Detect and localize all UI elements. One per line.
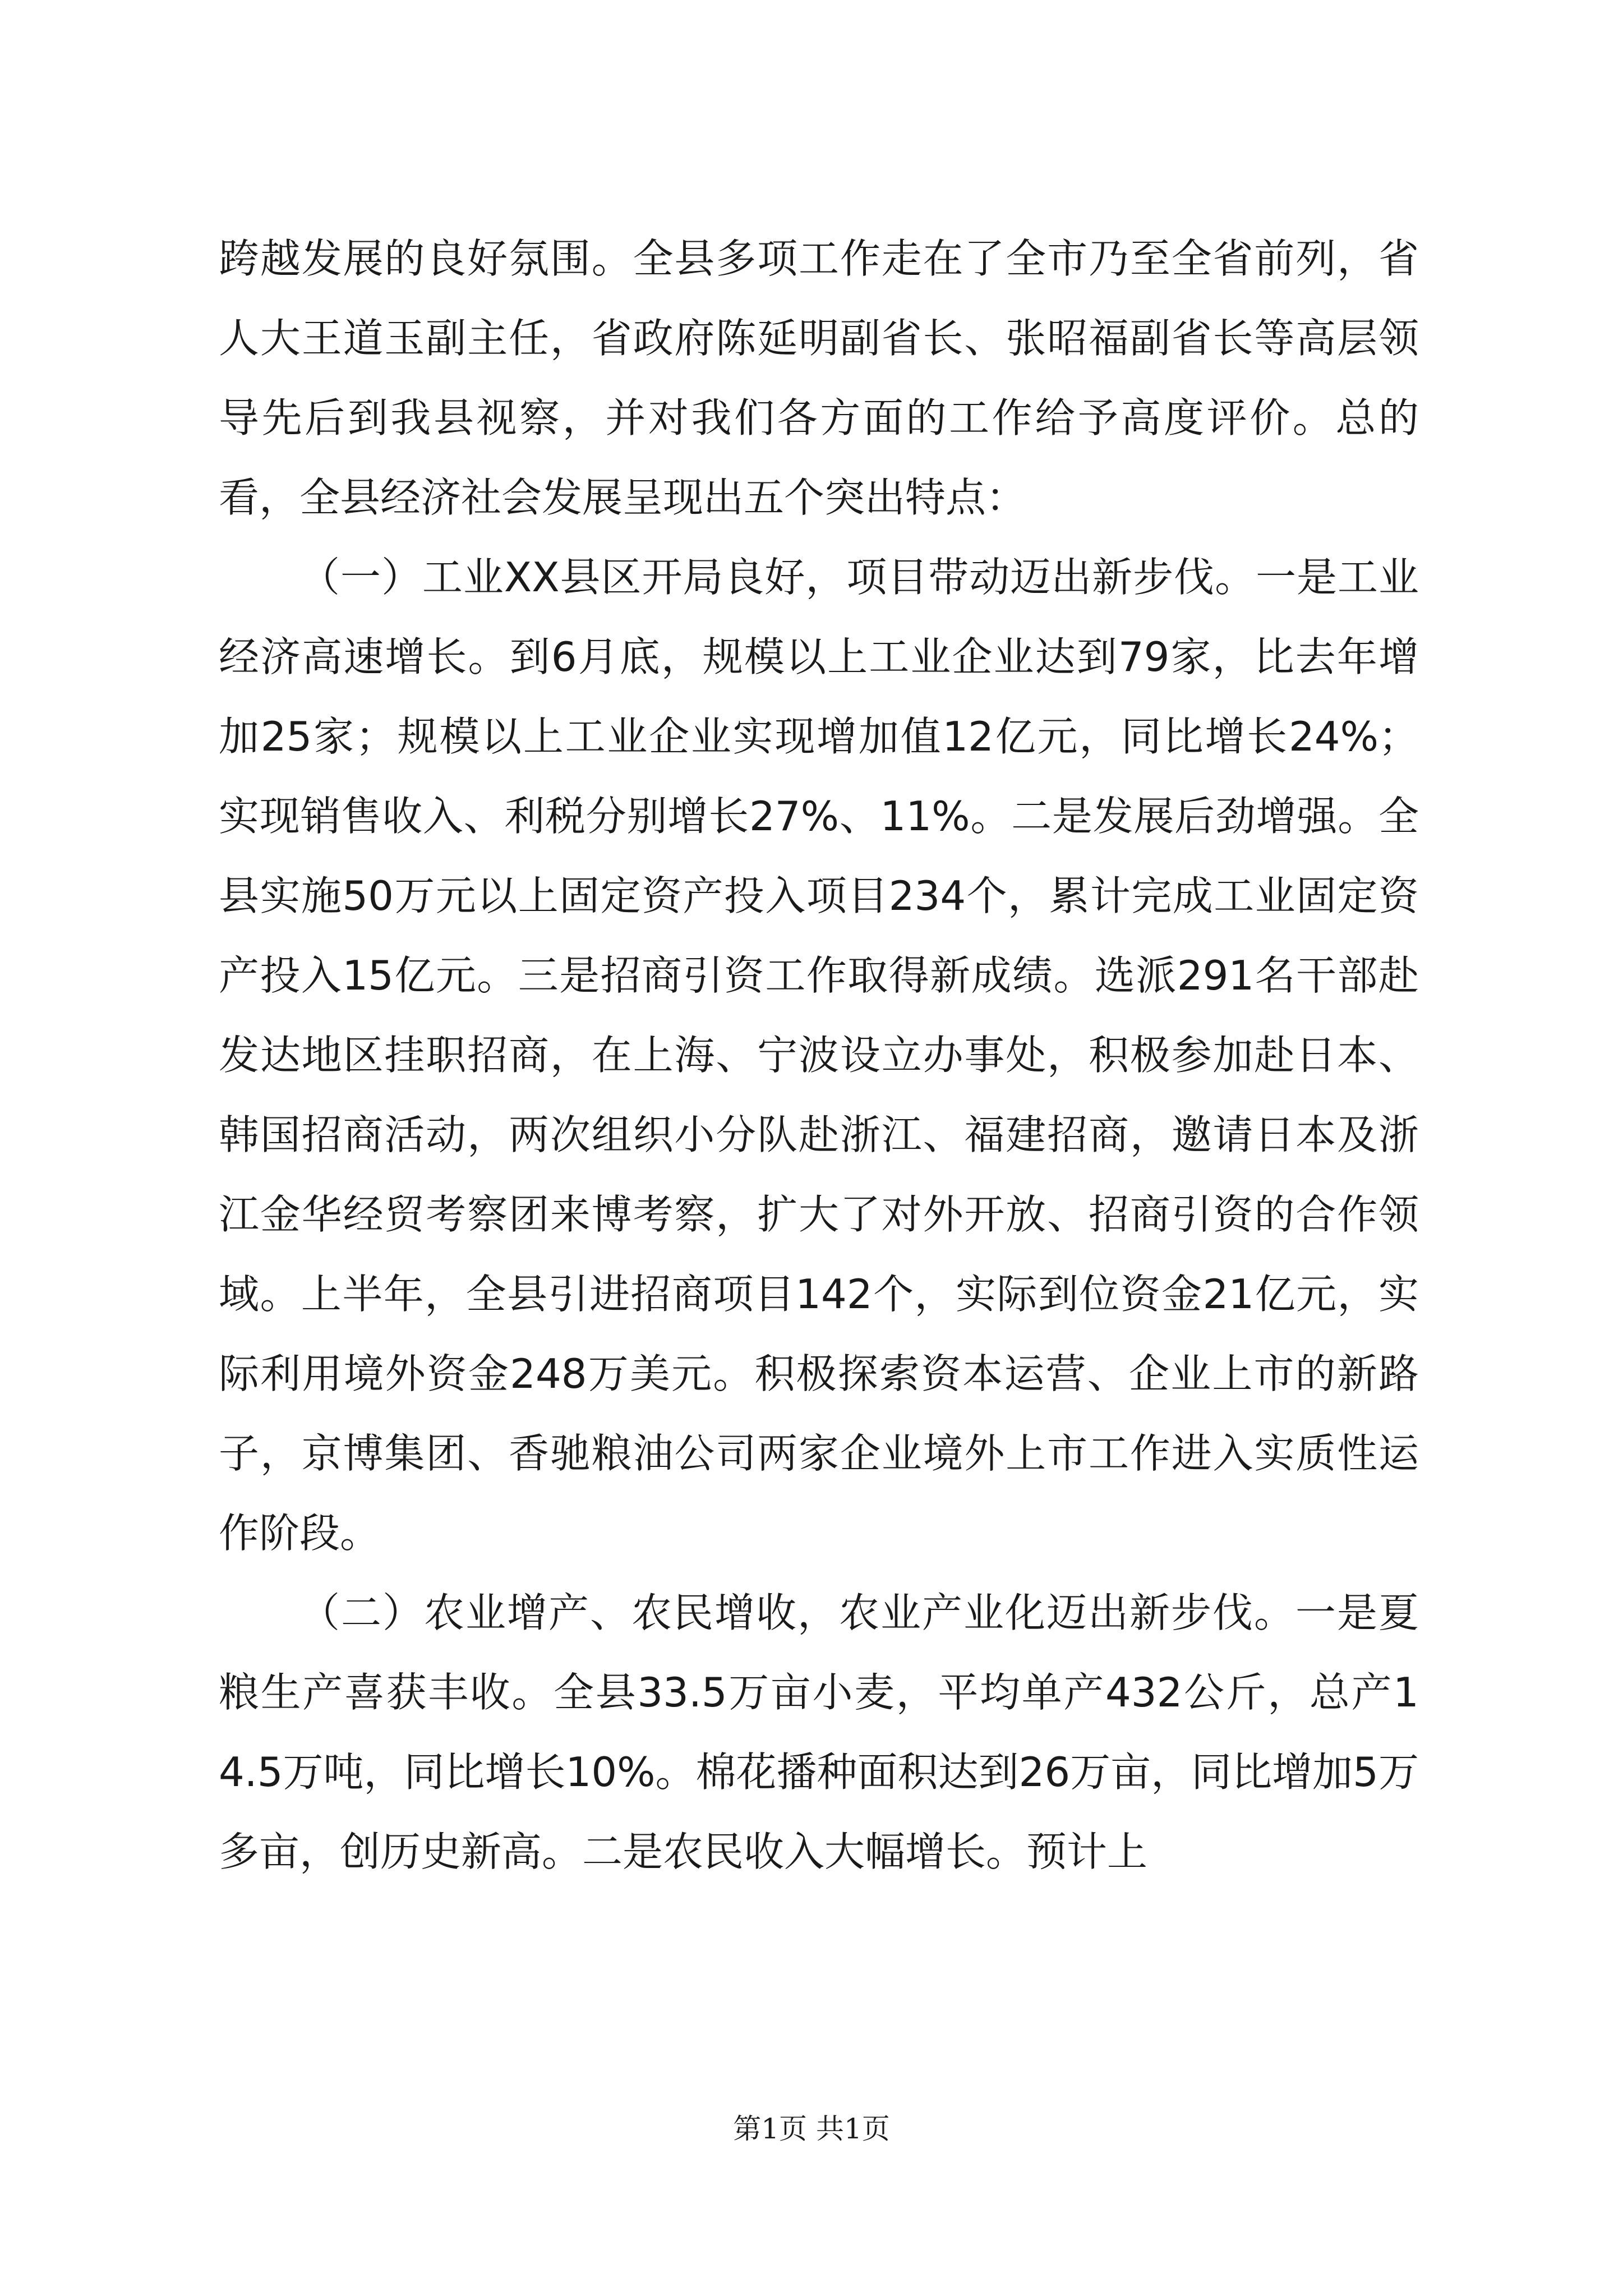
page-footer: 第1页 共1页 <box>733 2113 890 2145</box>
body-text <box>219 219 1419 1892</box>
paragraph-industry: （一）工业XX县区开局良好，项目带动迈出新步伐。一是工业经济高速增长。到6月底，规模以上工业企业达到79家，比去年增加25家；规模以上工业企业实现增加值12亿元，同比增长24%；实现销售收入、利税分别增长27%、11%。二是发展后劲增强。全县实施50万元以上固定资产投入项目234个，累计完成工业固定资产投入15亿元。三是招商引资工作取得新成绩。选派291名干部赴发达地区挂职招商，在上海、宁波设立办事处，积极参加赴日本、韩国招商活动，两次组织小分队赴浙江、福建招商，邀请日本及浙江金华经贸考察团来博考察，扩大了对外开放、招商引资的合作领域。上半年，全县引进招商项目142个，实际到位资金21亿元，实际利用境外资金248万美元。积极探索资本运营、企业上市的新路子，京博集团、香驰粮油公司两家企业境外上市工作进入实质性运作阶段。 <box>219 554 1419 1557</box>
paragraph-continuation: 跨越发展的良好氛围。全县多项工作走在了全市乃至全省前列，省人大王道玉副主任，省政府陈延明副省长、张昭福副省长等高层领导先后到我县视察，并对我们各方面的工作给予高度评价。总的看，全县经济社会发展呈现出五个突出特点： <box>219 235 1419 521</box>
paragraph-agriculture: （二）农业增产、农民增收，农业产业化迈出新步伐。一是夏粮生产喜获丰收。全县33.5万亩小麦，平均单产432公斤，总产14.5万吨，同比增长10%。棉花播种面积达到26万亩，同比增加5万多亩，创历史新高。二是农民收入大幅增长。预计上 <box>219 1589 1419 1875</box>
